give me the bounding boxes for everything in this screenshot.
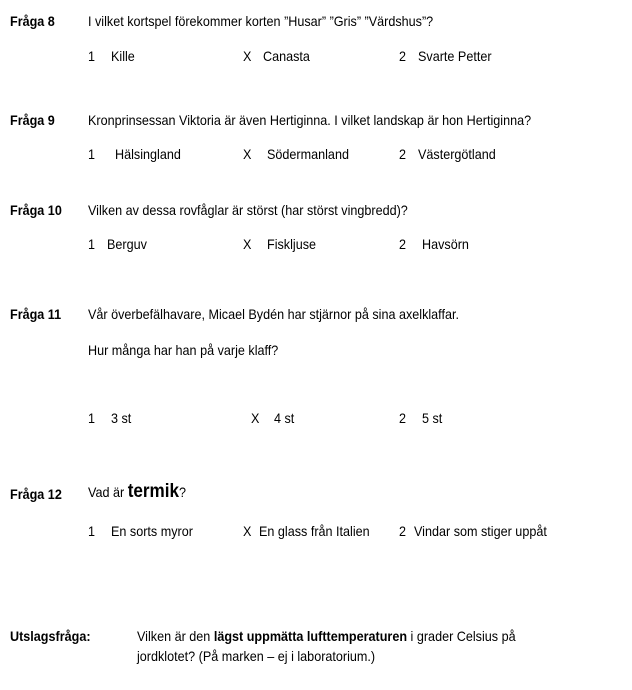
question-9-option-x: Södermanland [267, 146, 349, 162]
question-9-option-1-key: 1 [88, 146, 96, 162]
question-11-text: Vår överbefälhavare, Micael Bydén har stjärnor på sina axelklaffar. [88, 306, 459, 322]
question-9-option-x-key: X [243, 146, 252, 162]
question-12-option-x: En glass från Italien [259, 523, 370, 539]
question-8-option-1-key: 1 [88, 48, 96, 64]
question-8-option-1: Kille [111, 48, 135, 64]
tiebreaker-text-post: i grader Celsius på [407, 628, 516, 644]
question-11-option-1-key: 1 [88, 410, 96, 426]
question-12-text-post: ? [179, 484, 187, 500]
question-12-option-x-key: X [243, 523, 252, 539]
question-11-option-2-key: 2 [399, 410, 407, 426]
question-10-option-2-key: 2 [399, 236, 407, 252]
question-11-option-x-key: X [251, 410, 260, 426]
question-12-option-1: En sorts myror [111, 523, 193, 539]
question-8-text: I vilket kortspel förekommer korten ”Husar” ”Gris” ”Värdshus”? [88, 13, 434, 29]
question-10-option-1-key: 1 [88, 236, 96, 252]
question-10-option-x: Fiskljuse [267, 236, 317, 252]
question-12-option-2-key: 2 [399, 523, 407, 539]
question-10-option-1: Berguv [107, 236, 147, 252]
question-9-label: Fråga 9 [10, 112, 55, 128]
question-12-label: Fråga 12 [10, 486, 62, 502]
question-8-option-x-key: X [243, 48, 252, 64]
question-8-option-x: Canasta [263, 48, 310, 64]
question-10-option-x-key: X [243, 236, 252, 252]
question-9-option-2-key: 2 [399, 146, 407, 162]
question-11-option-1: 3 st [111, 410, 132, 426]
question-12-text [88, 483, 186, 501]
question-11-text-line2: Hur många har han på varje klaff? [88, 342, 279, 358]
question-11-option-x: 4 st [274, 410, 295, 426]
question-10-label: Fråga 10 [10, 202, 62, 218]
tiebreaker-text-bold: lägst uppmätta lufttemperaturen [213, 628, 408, 644]
question-11-option-2: 5 st [422, 410, 443, 426]
question-8-label: Fråga 8 [10, 13, 55, 29]
question-11-label: Fråga 11 [10, 306, 62, 322]
tiebreaker-text-pre: Vilken är den [137, 628, 214, 644]
question-10-text: Vilken av dessa rovfåglar är störst (har störst vingbredd)? [88, 202, 408, 218]
tiebreaker-text [137, 627, 516, 645]
tiebreaker-label: Utslagsfråga: [10, 628, 91, 644]
question-8-option-2: Svarte Petter [418, 48, 492, 64]
question-9-text: Kronprinsessan Viktoria är även Hertiginna. I vilket landskap är hon Hertiginna? [88, 112, 532, 128]
question-8-option-2-key: 2 [399, 48, 407, 64]
question-12-text-bold: termik [127, 481, 180, 502]
tiebreaker-text-line2: jordklotet? (På marken – ej i laboratorium.) [137, 648, 376, 664]
question-12-option-1-key: 1 [88, 523, 96, 539]
question-10-option-2: Havsörn [422, 236, 469, 252]
question-9-option-1: Hälsingland [115, 146, 181, 162]
question-12-text-pre: Vad är [88, 484, 128, 500]
question-9-option-2: Västergötland [418, 146, 496, 162]
question-12-option-2: Vindar som stiger uppåt [414, 523, 547, 539]
